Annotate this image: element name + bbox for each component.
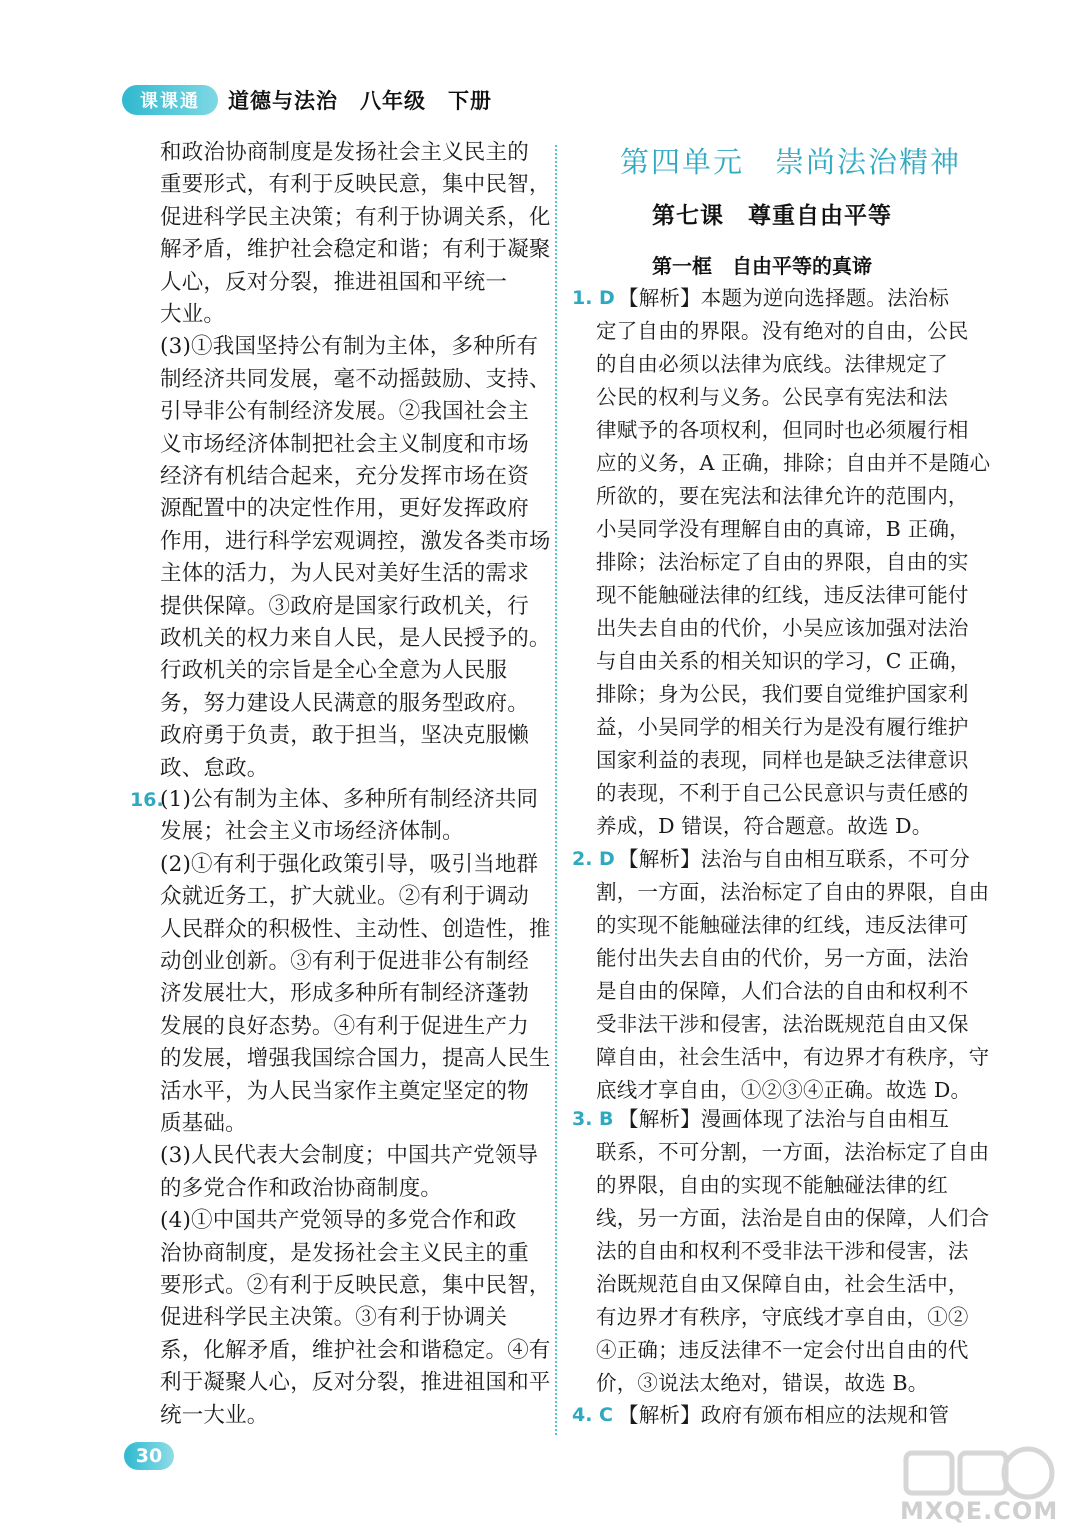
answer-text-line: (3)①我国坚持公有制为主体，多种所有: [160, 334, 539, 360]
question-number: 3. B: [572, 1108, 614, 1130]
explanation-text-line: 是自由的保障，人们合法的自由和权利不: [596, 979, 969, 1003]
answer-text-line: 统一大业。: [160, 1402, 269, 1428]
answer-text-line: 作用，进行科学宏观调控，激发各类市场: [160, 528, 551, 554]
explanation-text-line: 能付出失去自由的代价，另一方面，法治: [596, 946, 969, 970]
page-number: 30: [124, 1442, 174, 1470]
question-number: 2. D: [572, 848, 615, 870]
answer-text-line: 政府勇于负责，敢于担当，坚决克服懒: [160, 723, 529, 749]
unit-title: 第四单元 崇尚法治精神: [620, 145, 962, 179]
answer-text-line: 务，努力建设人民满意的服务型政府。: [160, 690, 529, 716]
lesson-title: 第七课 尊重自由平等: [652, 203, 892, 229]
explanation-text-line: 所欲的，要在宪法和法律允许的范围内，: [596, 484, 969, 508]
answer-text-line: (3)人民代表大会制度；中国共产党领导: [160, 1143, 539, 1169]
explanation-text-line: 与自由关系的相关知识的学习，C 正确，: [596, 649, 971, 673]
answer-text-line: 活水平，为人民当家作主奠定坚定的物: [160, 1078, 529, 1104]
answer-text-line: 源配置中的决定性作用，更好发挥政府: [160, 496, 529, 522]
answer-text-line: 提供保障。③政府是国家行政机关，行: [160, 593, 529, 619]
explanation-text-line: 的自由必须以法律为底线。法律规定了: [596, 352, 948, 376]
answer-text-line: 系，化解矛盾，维护社会和谐稳定。④有: [160, 1337, 551, 1363]
answer-text-line: 的发展，增强我国综合国力，提高人民生: [160, 1046, 551, 1072]
explanation-text-line: 应的义务，A 正确，排除；自由并不是随心: [596, 451, 991, 475]
section-title: 第一框 自由平等的真谛: [652, 254, 872, 278]
explanation-text-line: 受非法干涉和侵害，法治既规范自由又保: [596, 1012, 969, 1036]
explanation-text-line: 的实现不能触碰法律的红线，违反法律可: [596, 913, 969, 937]
explanation-text-line: 出失去自由的代价，小吴应该加强对法治: [596, 616, 969, 640]
answer-text-line: 发展；社会主义市场经济体制。: [160, 819, 464, 845]
answer-text-line: 重要形式，有利于反映民意，集中民智，: [160, 172, 551, 198]
explanation-text-line: 底线才享自由，①②③④正确。故选 D。: [596, 1078, 972, 1102]
answer-text-line: 和政治协商制度是发扬社会主义民主的: [160, 140, 529, 165]
answer-text-line: 要形式。②有利于反映民意，集中民智，: [160, 1273, 551, 1298]
explanation-text-line: 定了自由的界限。没有绝对的自由，公民: [596, 319, 969, 343]
answer-text-line: 的多党合作和政治协商制度。: [160, 1175, 443, 1201]
explanation-text-line: 【解析】法治与自由相互联系，不可分: [618, 847, 970, 871]
answer-text-line: 义市场经济体制把社会主义制度和市场: [160, 431, 529, 457]
answer-text-line: 大业。: [160, 302, 226, 327]
answer-text-line: 济发展壮大，形成多种所有制经济蓬勃: [160, 981, 529, 1007]
explanation-text-line: 联系，不可分割，一方面，法治标定了自由: [596, 1140, 990, 1164]
explanation-text-line: 有边界才有秩序，守底线才享自由，①②: [596, 1305, 969, 1329]
answer-text-line: 制经济共同发展，毫不动摇鼓励、支持、: [160, 366, 551, 392]
answer-text-line: 治协商制度，是发扬社会主义民主的重: [160, 1240, 529, 1266]
explanation-text-line: 线，另一方面，法治是自由的保障，人们合: [596, 1206, 990, 1230]
explanation-text-line: 价，③说法太绝对，错误，故选 B。: [596, 1371, 929, 1395]
answer-text-line: 质基础。: [160, 1111, 247, 1136]
explanation-text-line: 益，小吴同学的相关行为是没有履行维护: [596, 715, 969, 739]
explanation-text-line: 【解析】漫画体现了法治与自由相互: [618, 1107, 950, 1131]
answer-text-line: 动创业创新。③有利于促进非公有制经: [160, 949, 529, 974]
answer-text-line: (1)公有制为主体、多种所有制经济共同: [160, 787, 539, 812]
book-title: 道德与法治 八年级 下册: [228, 89, 492, 113]
answer-text-line: (4)①中国共产党领导的多党合作和政: [160, 1208, 517, 1234]
explanation-text-line: 的表现，不利于自己公民意识与责任感的: [596, 781, 969, 805]
explanation-text-line: 【解析】本题为逆向选择题。法治标: [618, 286, 950, 310]
answer-text-line: 解矛盾，维护社会稳定和谐；有利于凝聚: [160, 237, 551, 263]
answer-text-line: 政、怠政。: [160, 755, 269, 781]
explanation-text-line: 公民的权利与义务。公民享有宪法和法: [596, 385, 948, 409]
explanation-text-line: 养成，D 错误，符合题意。故选 D。: [596, 814, 933, 838]
page-header: [122, 82, 492, 118]
explanation-text-line: 排除；身为公民，我们要自觉维护国家利: [596, 682, 969, 706]
answer-text-line: 促进科学民主决策；有利于协调关系，化: [160, 204, 551, 230]
question-number: 4. C: [572, 1404, 613, 1426]
question-number: 16.: [130, 789, 164, 811]
answer-text-line: 政机关的权力来自人民，是人民授予的。: [160, 626, 551, 651]
column-divider: [555, 145, 557, 1435]
answer-text-line: (2)①有利于强化政策引导，吸引当地群: [160, 851, 539, 877]
explanation-text-line: 国家利益的表现，同样也是缺乏法律意识: [596, 748, 969, 772]
explanation-text-line: ④正确；违反法律不一定会付出自由的代: [596, 1338, 969, 1362]
answer-text-line: 人心，反对分裂，推进祖国和平统一: [160, 269, 508, 295]
answer-text-line: 引导非公有制经济发展。②我国社会主: [160, 399, 529, 425]
explanation-text-line: 排除；法治标定了自由的界限，自由的实: [596, 550, 969, 574]
answer-text-line: 发展的良好态势。④有利于促进生产力: [160, 1013, 529, 1039]
explanation-text-line: 的界限，自由的实现不能触碰法律的红: [596, 1173, 948, 1197]
watermark-text: MXQE.COM: [900, 1497, 1059, 1525]
answer-text-line: 人民群众的积极性、主动性、创造性，推: [160, 916, 551, 942]
answer-text-line: 主体的活力，为人民对美好生活的需求: [160, 561, 529, 587]
answer-text-line: 众就近务工，扩大就业。②有利于调动: [160, 884, 529, 910]
explanation-text-line: 律赋予的各项权利，但同时也必须履行相: [596, 418, 969, 442]
answer-text-line: 利于凝聚人心，反对分裂，推进祖国和平: [160, 1370, 551, 1396]
question-number: 1. D: [572, 287, 615, 309]
answer-text-line: 行政机关的宗旨是全心全意为人民服: [160, 658, 508, 684]
series-badge: 课课通: [122, 85, 218, 115]
explanation-text-line: 障自由，社会生活中，有边界才有秩序，守: [596, 1045, 990, 1069]
explanation-text-line: 法的自由和权利不受非法干涉和侵害，法: [596, 1239, 969, 1263]
explanation-text-line: 治既规范自由又保障自由，社会生活中，: [596, 1272, 969, 1296]
answer-text-line: 促进科学民主决策。③有利于协调关: [160, 1305, 508, 1331]
explanation-text-line: 现不能触碰法律的红线，违反法律可能付: [596, 583, 969, 607]
explanation-text-line: 割，一方面，法治标定了自由的界限，自由: [596, 880, 990, 904]
explanation-text-line: 小吴同学没有理解自由的真谛，B 正确，: [596, 517, 970, 541]
explanation-text-line: 【解析】政府有颁布相应的法规和管: [618, 1403, 950, 1427]
answer-text-line: 经济有机结合起来，充分发挥市场在资: [160, 464, 529, 489]
